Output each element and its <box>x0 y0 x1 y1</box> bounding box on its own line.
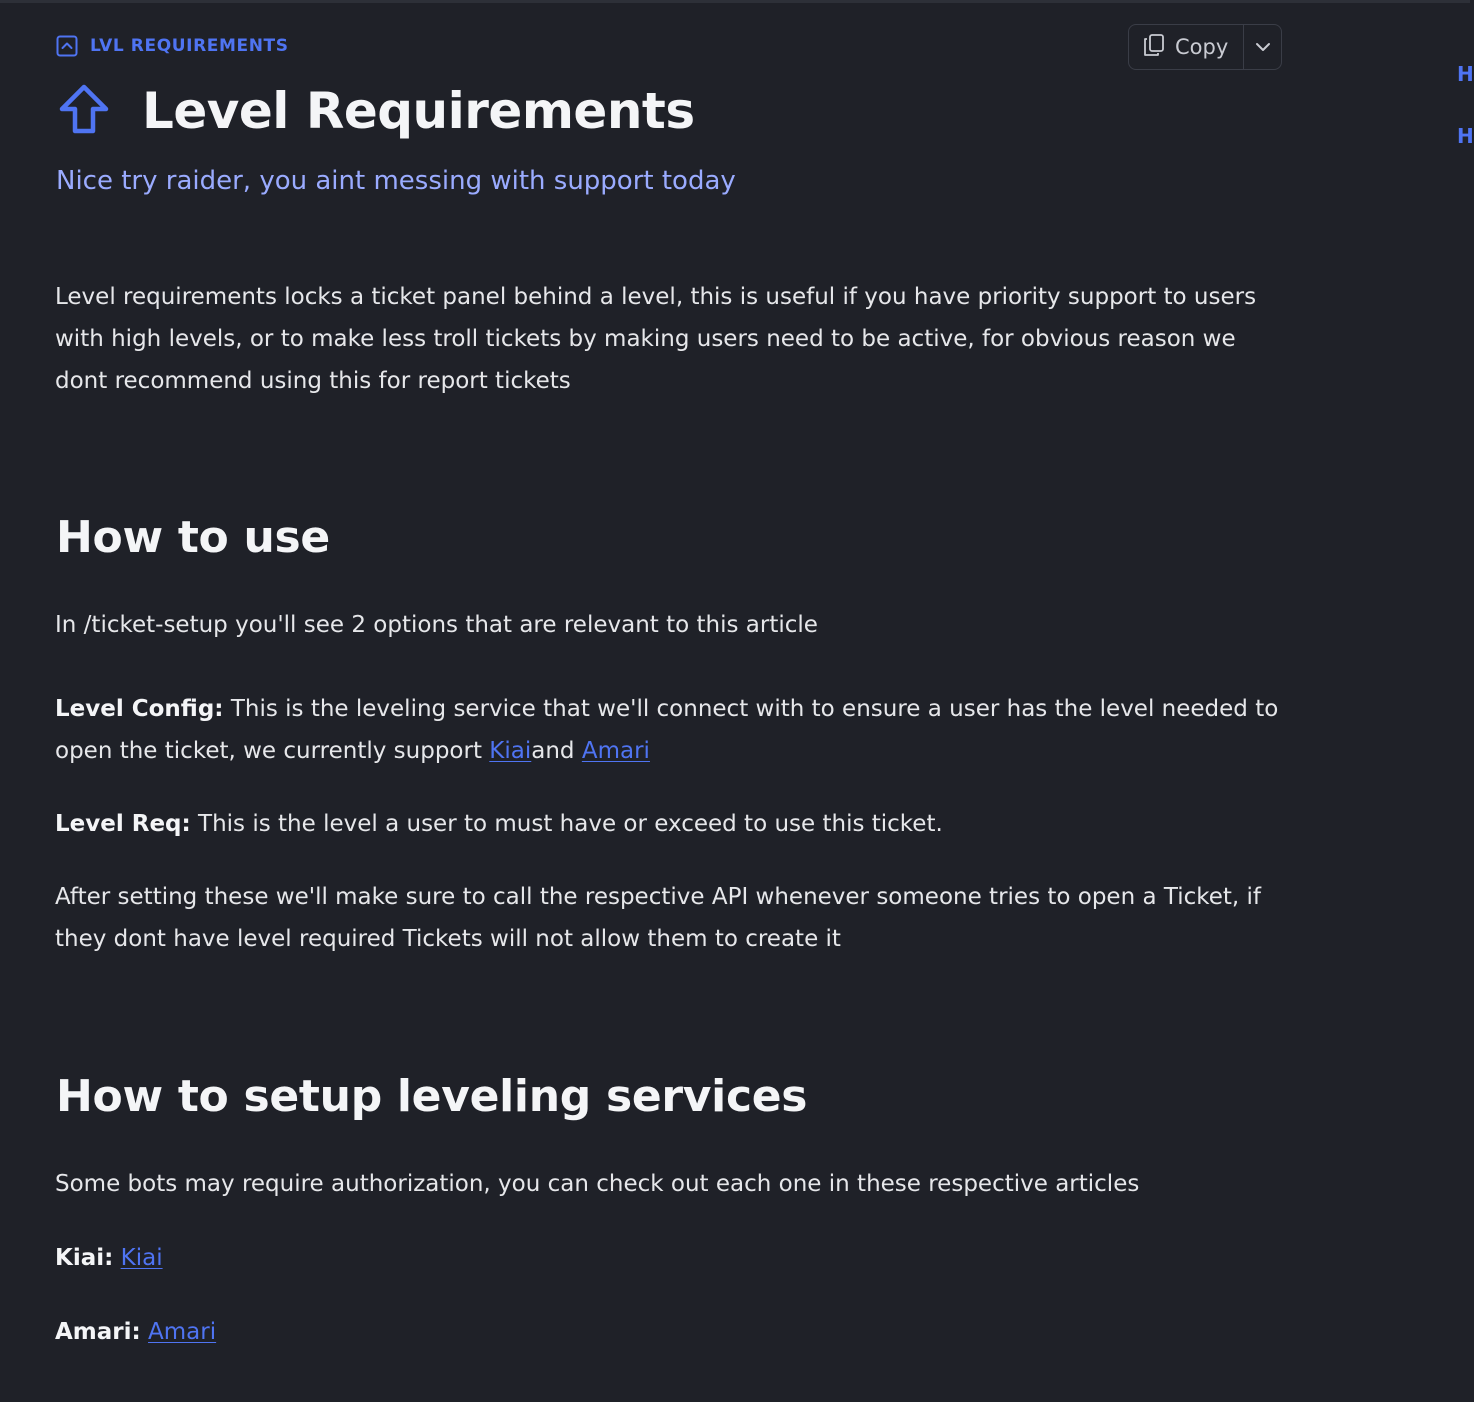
page-subtitle: Nice try raider, you aint messing with support today <box>56 166 736 196</box>
level-config-paragraph <box>55 688 1285 772</box>
kiai-article-line <box>55 1237 1285 1279</box>
breadcrumb[interactable] <box>56 34 289 58</box>
collapse-square-icon <box>56 35 78 57</box>
toc-item[interactable]: H <box>1457 124 1474 148</box>
toc-item[interactable]: H <box>1457 62 1474 86</box>
kiai-label: Kiai: <box>55 1245 114 1271</box>
section-heading-setup: How to setup leveling services <box>56 1071 808 1122</box>
level-config-label: Level Config: <box>55 696 224 722</box>
amari-link[interactable]: Amari <box>581 738 650 764</box>
intro-paragraph: Level requirements locks a ticket panel behind a level, this is useful if you have priority support to users with high levels, or to make less troll tickets by making users need to be active, for obvious reason we dont recommend using this for report tickets <box>55 284 1257 394</box>
after-setting-paragraph: After setting these we'll make sure to call the respective API whenever someone tries to open a Ticket, if they dont have level required Tickets will not allow them to create it <box>55 884 1262 952</box>
copy-button-group <box>1128 24 1282 70</box>
page-header <box>56 76 695 146</box>
how-to-use-intro: In /ticket-setup you'll see 2 options that are relevant to this article <box>55 612 818 638</box>
arrow-up-icon <box>56 81 112 141</box>
kiai-article-link[interactable]: Kiai <box>120 1245 163 1271</box>
chevron-down-icon <box>1254 38 1272 57</box>
page-title: Level Requirements <box>142 82 695 140</box>
amari-label: Amari: <box>55 1319 141 1345</box>
copy-label: Copy <box>1175 35 1229 59</box>
copy-button[interactable] <box>1129 25 1243 69</box>
and-text: and <box>531 738 582 764</box>
breadcrumb-label: LVL REQUIREMENTS <box>90 36 289 56</box>
amari-article-link[interactable]: Amari <box>148 1319 217 1345</box>
copy-icon <box>1143 33 1165 62</box>
section-heading-how-to-use: How to use <box>56 512 330 563</box>
setup-intro: Some bots may require authorization, you can check out each one in these respective articles <box>55 1171 1140 1197</box>
top-divider <box>0 0 1470 3</box>
kiai-link[interactable]: Kiai <box>489 738 532 764</box>
copy-options-dropdown[interactable] <box>1244 25 1281 69</box>
level-req-text: This is the level a user to must have or exceed to use this ticket. <box>190 811 943 837</box>
level-config-text: This is the leveling service that we'll connect with to ensure a user has the level needed to open the ticket, we currently support <box>55 696 1279 764</box>
amari-article-line <box>55 1311 1285 1353</box>
level-req-label: Level Req: <box>55 811 191 837</box>
level-req-paragraph <box>55 803 1285 845</box>
